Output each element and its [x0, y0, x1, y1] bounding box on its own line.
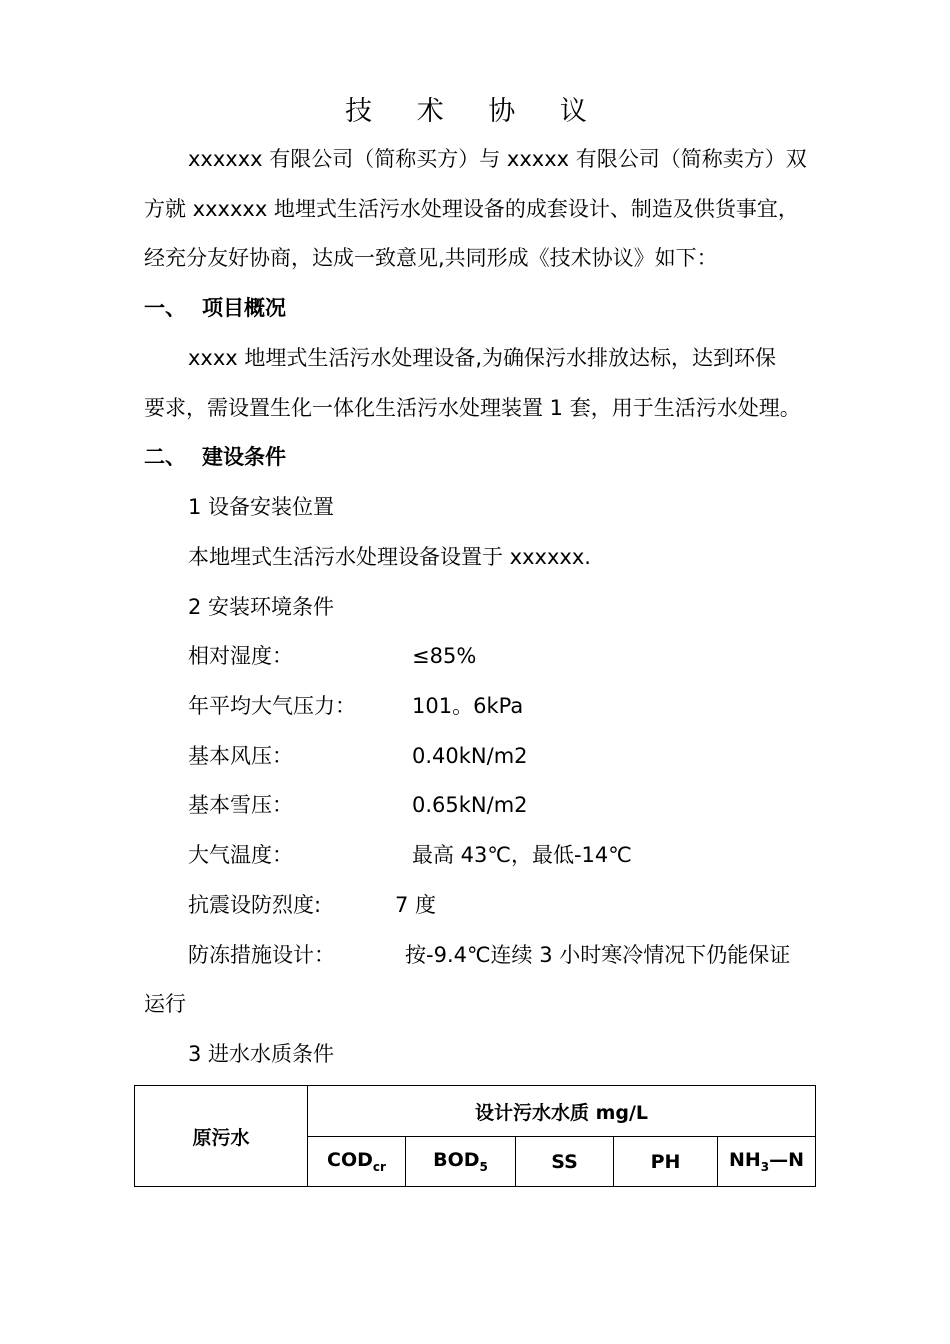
document-title: 技 术 协 议 [345, 96, 605, 127]
section-1-title: 项目概况 [202, 296, 286, 320]
section-1-number: 一、 [144, 296, 186, 320]
intro-line-2: 方就 xxxxxx 地埋式生活污水处理设备的成套设计、制造及供货事宜， [144, 197, 799, 221]
table-col-bod: $BOD_5$ [406, 1137, 516, 1187]
condition-antifreeze-continuation: 运行 [144, 992, 186, 1016]
condition-antifreeze-value: 按-9.4℃连续 3 小时寒冷情况下仍能保证 [405, 943, 791, 967]
section-1-para-line-2: 要求，需设置生化一体化生活污水处理装置 1 套，用于生活污水处理。 [144, 396, 801, 420]
condition-snow-value: 0.65kN/m2 [412, 793, 528, 817]
subsection-3-title: 3 进水水质条件 [188, 1042, 335, 1066]
table-group-header: 设计污水水质 mg/L [308, 1086, 816, 1137]
subsection-1-title: 1 设备安装位置 [188, 495, 335, 519]
condition-wind-value: 0.40kN/m2 [412, 744, 528, 768]
table-col-nh3n: $NH_3—N$ [718, 1137, 816, 1187]
intro-line-1: xxxxxx 有限公司（简称买方）与 xxxxx 有限公司（简称卖方）双 [188, 147, 807, 171]
condition-seismic-label: 抗震设防烈度: [188, 893, 322, 917]
condition-temperature-label: 大气温度： [188, 843, 293, 867]
section-1-heading [144, 294, 286, 322]
subsection-2-title: 2 安装环境条件 [188, 595, 335, 619]
table-col-cod: $COD_{cr}$ [308, 1137, 406, 1187]
table-row-header: 原污水 [135, 1086, 308, 1187]
condition-pressure-label: 年平均大气压力： [188, 694, 356, 718]
subsection-1-text: 本地埋式生活污水处理设备设置于 xxxxxx. [188, 545, 591, 569]
condition-snow-label: 基本雪压： [188, 793, 293, 817]
water-quality-table [134, 1085, 816, 1187]
condition-wind-label: 基本风压： [188, 744, 293, 768]
condition-humidity-value: ≤85% [412, 644, 477, 668]
condition-antifreeze-label: 防冻措施设计： [188, 943, 335, 967]
section-1-para-line-1: xxxx 地埋式生活污水处理设备,为确保污水排放达标，达到环保 [188, 346, 777, 370]
intro-line-3: 经充分友好协商，达成一致意见,共同形成《技术协议》如下： [144, 246, 718, 270]
condition-pressure-value: 101。6kPa [412, 694, 524, 718]
section-2-heading [144, 443, 286, 471]
condition-seismic-value: 7 度 [395, 893, 437, 917]
section-2-number: 二、 [144, 445, 186, 469]
table-col-ph: PH [614, 1137, 718, 1187]
condition-temperature-value: 最高 43℃，最低-14℃ [412, 843, 632, 867]
section-2-title: 建设条件 [202, 445, 286, 469]
condition-humidity-label: 相对湿度： [188, 644, 293, 668]
table-col-ss: SS [516, 1137, 614, 1187]
